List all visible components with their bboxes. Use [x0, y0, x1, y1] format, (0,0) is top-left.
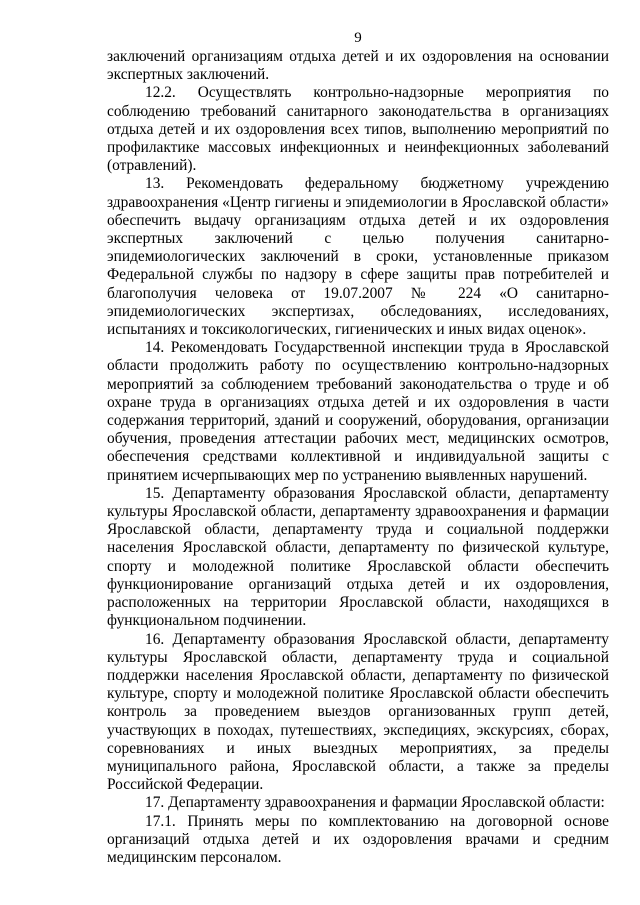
paragraph-continuation: заключений организациям отдыха детей и их оздоровления на основании экспертных заключений. [107, 48, 609, 84]
paragraph-14: 14. Рекомендовать Государственной инспекции труда в Ярославской области продолжить работу по осуществлению контрольно-надзорных мероприятий за соблюдением требований законодательства о труде и об охране труда в организациях отдыха детей и их оздоровления в части содержания территорий, зданий и сооружений, оборудования, организации обучения, проведения аттестации рабочих мест, медицинских осмотров, обеспечения средствами коллективной и индивидуальной защиты с принятием исчерпывающих мер по устранению выявленных нарушений. [107, 339, 609, 484]
paragraph-12-2: 12.2. Осуществлять контрольно-надзорные мероприятия по соблюдению требований санитарного законодательства в организациях отдыха детей и их оздоровления всех типов, выполнению мероприятий по профилактике массовых инфекционных и неинфекционных заболеваний (отравлений). [107, 84, 609, 175]
document-page [107, 30, 609, 867]
paragraph-15: 15. Департаменту образования Ярославской области, департаменту культуры Ярославской области, департаменту здравоохранения и фармации Ярославской области, департаменту труда и социальной поддержки населения Ярославской области, департаменту по физической культуре, спорту и молодежной политике Ярославской области обеспечить функционирование организаций отдыха детей и их оздоровления, расположенных на территории Ярославской области, находящихся в функциональном подчинении. [107, 484, 609, 630]
paragraph-16: 16. Департаменту образования Ярославской области, департаменту культуры Ярославской области, департаменту труда и социальной поддержки населения Ярославской области, департаменту по физической культуре, спорту и молодежной политике Ярославской области обеспечить контроль за проведением выездов организованных групп детей, участвующих в походах, путешествиях, экспедициях, экскурсиях, сборах, соревнованиях и иных выездных мероприятиях, за пределы муниципального района, Ярославской области, а также за пределы Российской Федерации. [107, 630, 609, 794]
paragraph-13: 13. Рекомендовать федеральному бюджетному учреждению здравоохранения «Центр гигиены и эпидемиологии в Ярославской области» обеспечить выдачу организациям отдыха детей и их оздоровления экспертных заключений с целью получения санитарно-эпидемиологических заключений в сроки, установленные приказом Федеральной службы по надзору в сфере защиты прав потребителей и благополучия человека от 19.07.2007 № 224 «О санитарно-эпидемиологических экспертизах, обследованиях, исследованиях, испытаниях и токсикологических, гигиенических и иных видах оценок». [107, 175, 609, 339]
paragraph-17: 17. Департаменту здравоохранения и фармации Ярославской области: [145, 794, 605, 812]
paragraph-17-1: 17.1. Принять меры по комплектованию на договорной основе организаций отдыха детей и их оздоровления врачами и средним медицинским персоналом. [107, 812, 609, 866]
page-number: 9 [354, 30, 362, 46]
